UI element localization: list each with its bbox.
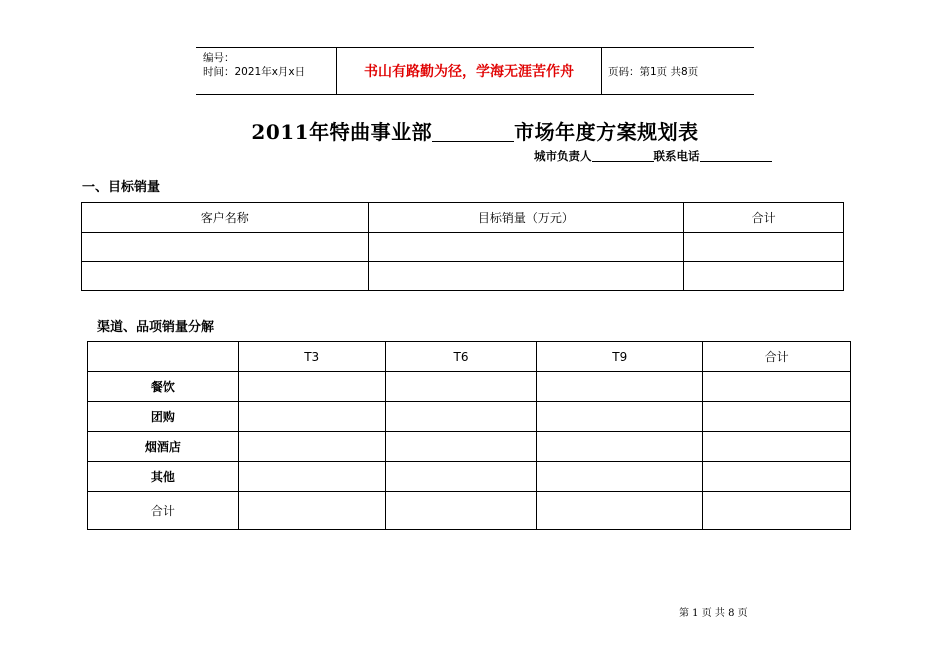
col-customer-name: 客户名称 bbox=[82, 203, 369, 233]
section-target-sales-heading: 一、目标销量 bbox=[82, 180, 161, 195]
table-cell[interactable] bbox=[703, 372, 851, 402]
page-title bbox=[0, 116, 950, 145]
table-cell[interactable] bbox=[385, 372, 537, 402]
table-cell[interactable] bbox=[703, 492, 851, 530]
target-sales-table bbox=[81, 202, 844, 291]
table-cell[interactable] bbox=[368, 262, 684, 291]
table-cell[interactable] bbox=[385, 402, 537, 432]
col-t9: T9 bbox=[537, 342, 703, 372]
table-header-row bbox=[88, 342, 851, 372]
header-slogan: 书山有路勤为径，学海无涯苦作舟 bbox=[337, 48, 602, 94]
row-label-other: 其他 bbox=[88, 462, 239, 492]
table-cell[interactable] bbox=[82, 262, 369, 291]
table-cell[interactable] bbox=[703, 432, 851, 462]
col-total: 合计 bbox=[684, 203, 844, 233]
header-page-info: 页码：第1页 共8页 bbox=[608, 65, 699, 78]
title-blank bbox=[432, 121, 514, 142]
table-cell[interactable] bbox=[537, 402, 703, 432]
table-cell[interactable] bbox=[684, 262, 844, 291]
table-cell[interactable] bbox=[385, 432, 537, 462]
row-label-tobacco-liquor-store: 烟酒店 bbox=[88, 432, 239, 462]
row-label-catering: 餐饮 bbox=[88, 372, 239, 402]
phone-label: 联系电话 bbox=[653, 149, 700, 163]
table-row bbox=[82, 262, 844, 291]
row-label-group-purchase: 团购 bbox=[88, 402, 239, 432]
section-channel-breakdown-heading: 渠道、品项销量分解 bbox=[97, 320, 215, 335]
channel-breakdown-table bbox=[87, 341, 851, 530]
table-cell[interactable] bbox=[368, 233, 684, 262]
table-cell[interactable] bbox=[238, 402, 385, 432]
table-header-row bbox=[82, 203, 844, 233]
table-cell[interactable] bbox=[703, 462, 851, 492]
number-label: 编号： bbox=[203, 52, 235, 64]
table-cell[interactable] bbox=[238, 432, 385, 462]
table-cell[interactable] bbox=[703, 402, 851, 432]
city-manager-label: 城市负责人 bbox=[534, 149, 592, 163]
col-total: 合计 bbox=[703, 342, 851, 372]
city-manager-blank bbox=[592, 149, 654, 162]
col-channel bbox=[88, 342, 239, 372]
title-suffix: 市场年度方案规划表 bbox=[514, 120, 699, 144]
document-header bbox=[196, 47, 754, 95]
col-target-sales: 目标销量（万元） bbox=[368, 203, 684, 233]
header-meta bbox=[196, 48, 337, 94]
table-cell[interactable] bbox=[537, 372, 703, 402]
table-row bbox=[82, 233, 844, 262]
table-cell[interactable] bbox=[537, 432, 703, 462]
table-cell[interactable] bbox=[684, 233, 844, 262]
phone-blank bbox=[700, 149, 772, 162]
table-row bbox=[88, 492, 851, 530]
table-cell[interactable] bbox=[537, 492, 703, 530]
table-cell[interactable] bbox=[385, 462, 537, 492]
table-row bbox=[88, 462, 851, 492]
table-cell[interactable] bbox=[537, 462, 703, 492]
table-cell[interactable] bbox=[385, 492, 537, 530]
contact-line bbox=[534, 148, 772, 164]
title-prefix: 2011年特曲事业部 bbox=[251, 120, 433, 144]
page-footer: 第 1 页 共 8 页 bbox=[679, 608, 748, 619]
table-cell[interactable] bbox=[238, 462, 385, 492]
table-cell[interactable] bbox=[238, 492, 385, 530]
table-row bbox=[88, 402, 851, 432]
col-t3: T3 bbox=[238, 342, 385, 372]
time-label: 时间：2021年x月x日 bbox=[203, 66, 306, 78]
row-label-total: 合计 bbox=[88, 492, 239, 530]
col-t6: T6 bbox=[385, 342, 537, 372]
table-cell[interactable] bbox=[82, 233, 369, 262]
table-row bbox=[88, 432, 851, 462]
table-cell[interactable] bbox=[238, 372, 385, 402]
table-row bbox=[88, 372, 851, 402]
